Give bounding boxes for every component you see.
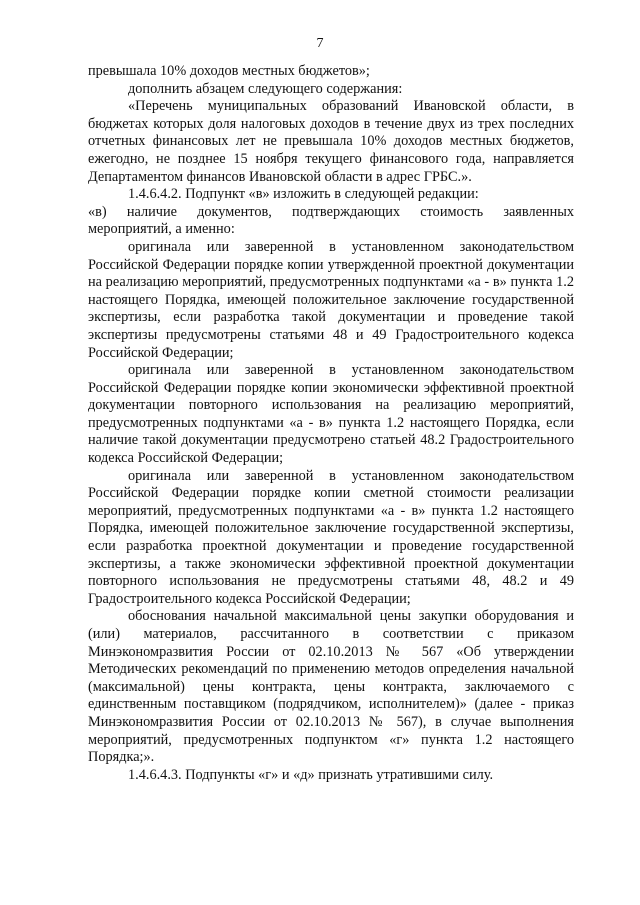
paragraph-amendment-intro: дополнить абзацем следующего содержания:	[128, 80, 403, 97]
paragraph-design-documentation: оригинала или заверенной в установленном законодательством Российской Федерации порядке копии утвержденной проектной документации на реализацию мероприятий, предусмотренных подпунктами «а - в» пункта 1.2 настоящего Порядка, имеющей положительное заключение государственной экспертизы, если разработка такой документации и проведение такой экспертизы предусмотрены статьями 48 и 49 Градостроительного кодекса Российской Федерации;	[88, 238, 574, 361]
paragraph-documents-intro: «в) наличие документов, подтверждающих стоимость заявленных мероприятий, а именно:	[88, 203, 574, 238]
paragraph-repealed-subclauses: 1.4.6.4.3. Подпункты «г» и «д» признать утратившими силу.	[128, 766, 494, 783]
paragraph-estimated-cost: оригинала или заверенной в установленном законодательством Российской Федерации порядке копии сметной стоимости реализации мероприятий, предусмотренных подпунктами «а - в» пункта 1.2 настоящего Порядка, имеющей положительное заключение государственной экспертизы, если разработка проектной документации и проведение государственной экспертизы, а также экономически эффективной проектной документации повторного использования не предусмотрены статьями 48, 48.2 и 49 Градостроительного кодекса Российской Федерации;	[88, 467, 574, 607]
paragraph-reusable-documentation: оригинала или заверенной в установленном законодательством Российской Федерации порядке копии экономически эффективной проектной документации повторного использования на реализацию мероприятий, предусмотренных подпунктами «а - в» пункта 1.2 настоящего Порядка, если наличие такой документации предусмотрено статьей 48.2 Градостроительного кодекса Российской Федерации;	[88, 362, 574, 467]
page-number: 7	[316, 36, 324, 51]
paragraph-subclause-heading: 1.4.6.4.2. Подпункт «в» изложить в следующей редакции:	[128, 186, 479, 203]
paragraph-municipal-list: «Перечень муниципальных образований Ивановской области, в бюджетах которых доля налоговых доходов в течение двух из трех последних отчетных финансовых лет не превышала 10% доходов местных бюджетов, ежегодно, не позднее 15 ноября текущего финансового года, направляется Департаментом финансов Ивановской области в адрес ГРБС.».	[88, 98, 574, 185]
paragraph-continuation: превышала 10% доходов местных бюджетов»;	[88, 63, 370, 79]
paragraph-price-justification: обоснования начальной максимальной цены закупки оборудования и (или) материалов, рассчитанного в соответствии с приказом Минэкономразвития России от 02.10.2013 № 567 «Об утверждении Методических рекомендаций по применению методов определения начальной (максимальной) цены контракта, цены контракта, заключаемого с единственным поставщиком (подрядчиком, исполнителем)» (далее - приказ Минэкономразвития России от 02.10.2013 № 567), в случае выполнения мероприятий, предусмотренных подпунктом «г» пункта 1.2 настоящего Порядка;».	[88, 608, 574, 766]
document-body	[88, 63, 574, 784]
